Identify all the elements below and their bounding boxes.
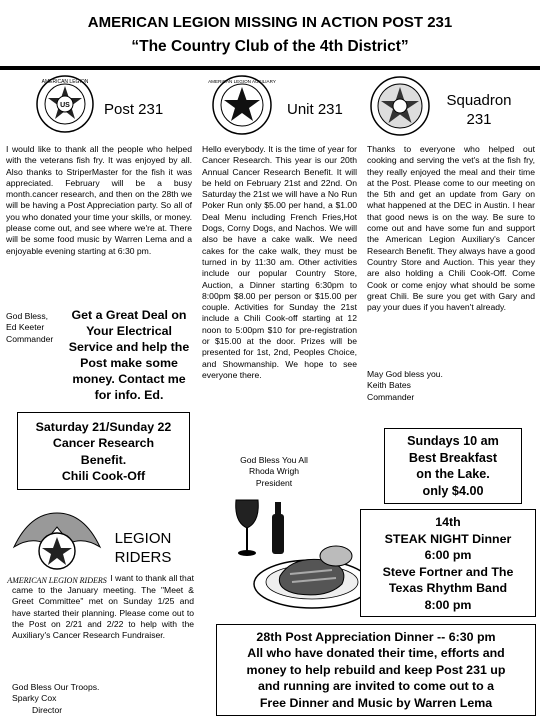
squadron-sign-line: Keith Bates xyxy=(367,380,411,391)
steak-dinner-illustration-icon xyxy=(232,496,372,618)
riders-emblem-text: AMERICAN LEGION RIDERS xyxy=(7,576,107,585)
breakfast-box-line: Best Breakfast xyxy=(408,450,498,465)
header-divider xyxy=(0,66,540,70)
sons-of-legion-emblem-icon xyxy=(369,75,431,137)
squadron-title-line: Squadron xyxy=(446,92,512,109)
squadron-sign-line: Commander xyxy=(367,391,415,402)
cancer-research-box xyxy=(17,412,190,490)
squadron-title xyxy=(436,91,522,129)
steak-box-line: STEAK NIGHT Dinner xyxy=(384,531,512,546)
post-body: I would like to thank all the people who helped with the veterans fish fry. It was enjoyed by all. Also thanks to StriperMaster for the fish it was appreciated. February will be a busy month.cancer research, and then on the 28th we will be having a Post Appreciation party. So all of you who donated your time your skills, or money. please come out, and see where we're at. There will be some food music by Warren Lema and a enjoyable evening starting at 6:30 pm. xyxy=(6,144,192,256)
riders-title-line: LEGION xyxy=(114,530,172,547)
electrical-service-promo: Get a Great Deal on Your Electrical Service and help the Post make some money. Contact me for info. Ed. xyxy=(68,308,190,402)
appreciation-box-line: All who have donated their time, efforts and xyxy=(247,646,505,661)
breakfast-box-line: on the Lake. xyxy=(416,467,490,482)
post-signature xyxy=(6,311,68,345)
post-appreciation-box xyxy=(216,624,536,716)
newsletter-title: AMERICAN LEGION MISSING IN ACTION POST 231 xyxy=(87,14,453,31)
auxiliary-emblem-icon xyxy=(208,75,276,135)
riders-title xyxy=(100,529,186,567)
unit-emblem-ring-text: AMERICAN LEGION AUXILIARY xyxy=(208,79,276,84)
riders-sign-line: Sparky Cox xyxy=(12,693,57,704)
riders-sign-line: God Bless Our Troops. xyxy=(12,682,100,692)
post-emblem-ring-text: AMERICAN LEGION xyxy=(41,79,89,85)
post-title: Post 231 xyxy=(104,101,164,118)
cancer-box-line: Saturday 21/Sunday 22 xyxy=(35,420,172,434)
steak-box-line: Texas Rhythm Band xyxy=(388,581,508,596)
unit-sign-line: Rhoda Wrigh xyxy=(249,466,299,477)
appreciation-box-line: money to help rebuild and keep Post 231 up xyxy=(246,662,506,677)
post-sign-line: Commander xyxy=(6,333,54,344)
appreciation-box-line: Free Dinner and Music by Warren Lema xyxy=(259,695,493,710)
unit-sign-line: God Bless You All xyxy=(240,455,308,465)
riders-sign-line: Director xyxy=(32,704,63,715)
appreciation-box-line: 28th Post Appreciation Dinner -- 6:30 pm xyxy=(256,630,496,644)
squadron-signature xyxy=(367,369,487,403)
steak-box-line: Steve Fortner and The xyxy=(382,564,514,579)
breakfast-box-line: Sundays 10 am xyxy=(407,434,499,448)
breakfast-box xyxy=(384,428,522,504)
appreciation-box-line: and running are invited to come out to a xyxy=(257,679,495,694)
cancer-box-line: Cancer Research xyxy=(52,436,155,451)
steak-box-line: 8:00 pm xyxy=(424,597,472,612)
steak-night-box xyxy=(360,509,536,617)
riders-title-line: RIDERS xyxy=(114,549,172,566)
riders-signature xyxy=(12,682,132,716)
cancer-box-line: Benefit. xyxy=(80,452,127,467)
squadron-body: Thanks to everyone who helped out cooking and serving the vet's at the fish fry, they really enjoyed the meal and their time at the Post. Please come to our meeting on the 5th and get an update from Gary on what happened at the DEC in Austin. I hear that good news is on the way. Be sure to come out and have some fun and support the American Legion Auxiliary's Cancer Research Benefit. They always have a good Country Store and Auction. This year they are also holding a Chili Cook-Off. Come Cook or come enjoy what should be some great Chili. Be sure you get with Gary and pay your dues if you haven't already. xyxy=(367,144,535,313)
unit-signature xyxy=(214,455,334,489)
cancer-box-line: Chili Cook-Off xyxy=(61,469,146,484)
riders-body-intro: I want to thank all that xyxy=(110,573,194,583)
post-emblem-center-text: US xyxy=(60,102,70,109)
steak-box-line: 6:00 pm xyxy=(424,548,472,563)
newsletter-subtitle: “The Country Club of the 4th District” xyxy=(131,38,409,55)
unit-body: Hello everybody. It is the time of year for Cancer Research. This year is our 20th Annual Cancer Research Benefit. It will be held on February 21st and 22nd. On Saturday the 21st we will have a No Run Poker Run only $5.00 per hand, a $1.00 Deal Menu including French Fries,Hot Dogs, Corny Dogs, and Nachos. We will also be have a cake walk. We need cakes for the cake walk, they must be turned in by 11:30 am. Other activities include our popular Country Store, Auction, a Dinner starting 6:30pm to 8:00pm $8.00 per person or $15.00 per couple. Activities for Sunday the 21st include a Chili Cook-off starting at 12 noon to 5:00pm $10 for pre-registration or $15.00 at the door. Prizes will be presented for 1st, 2nd, Peoples Choice, and Showmanship. We hope to see everyone there. xyxy=(202,144,357,380)
unit-sign-line: President xyxy=(255,477,293,488)
squadron-sign-line: May God bless you. xyxy=(367,369,443,379)
steak-box-line: 14th xyxy=(435,515,461,529)
post-sign-line: God Bless, xyxy=(6,311,49,321)
american-legion-emblem-icon xyxy=(36,75,94,133)
unit-title: Unit 231 xyxy=(287,101,343,118)
squadron-title-line: 231 xyxy=(466,111,492,128)
post-sign-line: Ed Keeter xyxy=(6,322,45,333)
riders-body: came to the January meeting. The "Meet & Greet Committee" met on Sunday 1/25 and have started their planning. Please come out to the Post on 2/21 and 2/22 to help with the Auxiliary's Cancer Research Fundraiser. xyxy=(12,585,194,641)
breakfast-box-line: only $4.00 xyxy=(422,483,484,498)
